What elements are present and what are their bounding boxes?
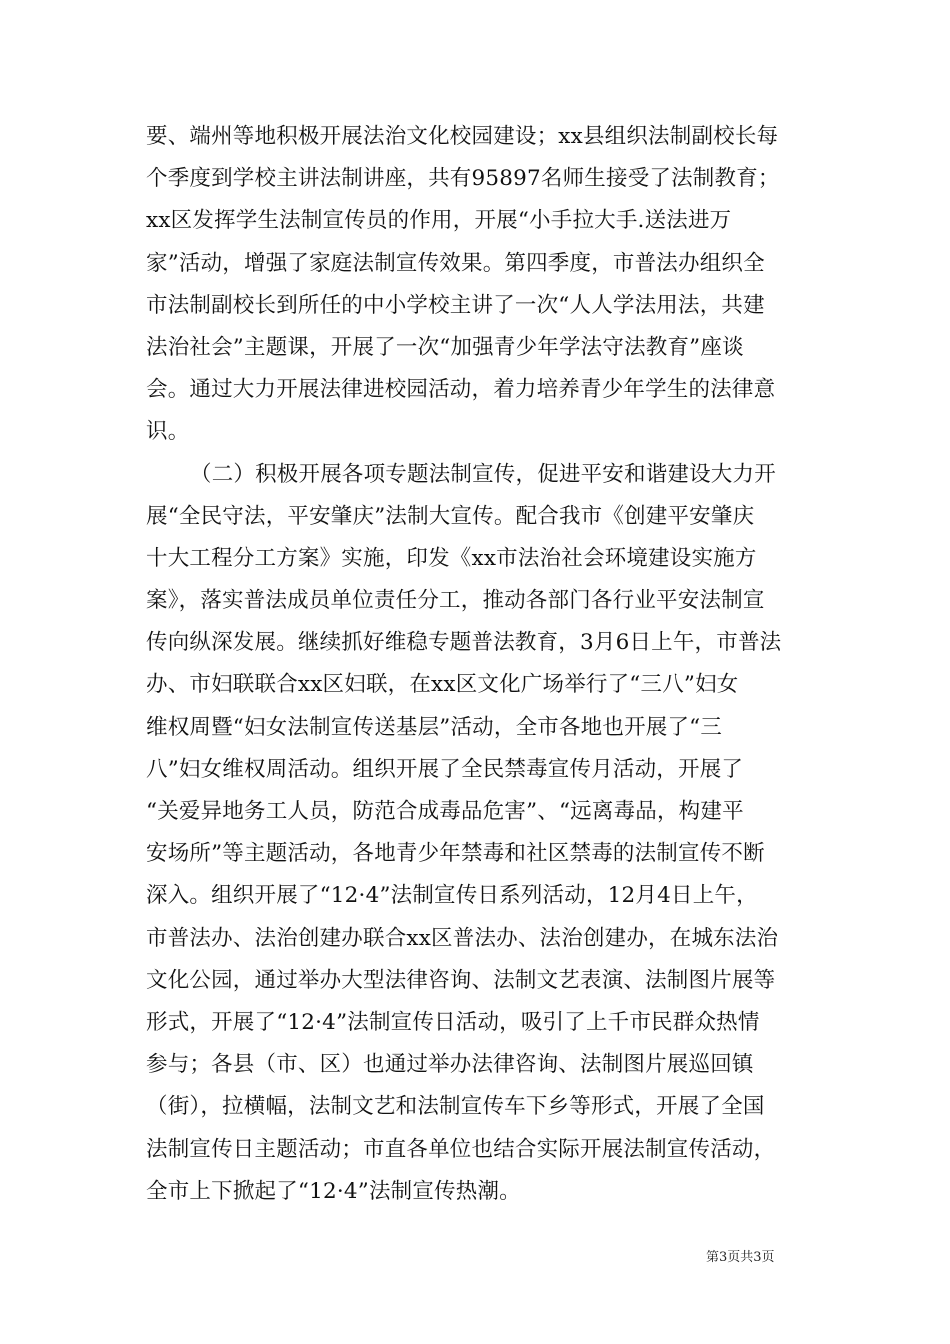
text-line: xx区发挥学生法制宣传员的作用，开展“小手拉大手.送法进万 xyxy=(146,208,732,234)
text-line: 要、端州等地积极开展法治文化校园建设；xx县组织法制副校长每 xyxy=(146,124,779,149)
text-line: 维权周暨“妇女法制宣传送基层”活动，全市各地也开展了“三 xyxy=(146,714,723,740)
text-line: 安场所”等主题活动，各地青少年禁毒和社区禁毒的法制宣传不断 xyxy=(146,841,765,867)
text-line: 个季度到学校主讲法制讲座，共有95897名师生接受了法制教育； xyxy=(146,166,780,192)
text-line: （街），拉横幅，法制文艺和法制宣传车下乡等形式，开展了全国 xyxy=(146,1094,765,1120)
text-line: 传向纵深发展。继续抓好维稳专题普法教育，3月6日上午，市普法 xyxy=(146,630,782,656)
text-line: 案》，落实普法成员单位责任分工，推动各部门各行业平安法制宣 xyxy=(146,588,765,614)
text-line: 市法制副校长到所任的中小学校主讲了一次“人人学法用法，共建 xyxy=(146,292,765,318)
text-line: 办、市妇联联合xx区妇联，在xx区文化广场举行了“三八”妇女 xyxy=(146,672,739,698)
document-body xyxy=(146,116,810,1213)
text-line: 法制宣传日主题活动；市直各单位也结合实际开展法制宣传活动， xyxy=(146,1136,776,1162)
text-line: 形式，开展了“12·4”法制宣传日活动，吸引了上千市民群众热情 xyxy=(146,1009,760,1035)
text-line: 参与；各县（市、区）也通过举办法律咨询、法制图片展巡回镇 xyxy=(146,1052,754,1078)
text-line: 展“全民守法，平安肇庆”法制大宣传。配合我市《创建平安肇庆 xyxy=(146,503,755,529)
text-line: 识。 xyxy=(146,419,190,445)
text-line: 文化公园，通过举办大型法律咨询、法制文艺表演、法制图片展等 xyxy=(146,967,776,993)
text-line: 法治社会”主题课，开展了一次“加强青少年学法守法教育”座谈 xyxy=(146,334,744,360)
page-number-footer: 第3页共3页 xyxy=(706,1250,775,1265)
section-heading-line: （二）积极开展各项专题法制宣传，促进平安和谐建设大力开 xyxy=(190,461,776,487)
text-line: 会。通过大力开展法律进校园活动，着力培养青少年学生的法律意 xyxy=(146,377,776,403)
text-line: 深入。组织开展了“12·4”法制宣传日系列活动，12月4日上午， xyxy=(146,883,758,909)
text-line: 八”妇女维权周活动。组织开展了全民禁毒宣传月活动，开展了 xyxy=(146,756,744,782)
text-line: 市普法办、法治创建办联合xx区普法办、法治创建办，在城东法治 xyxy=(146,925,779,951)
text-line: 家”活动，增强了家庭法制宣传效果。第四季度，市普法办组织全 xyxy=(146,250,765,276)
text-line: 十大工程分工方案》实施，印发《xx市法治社会环境建设实施方 xyxy=(146,545,757,571)
text-line: 全市上下掀起了“12·4”法制宣传热潮。 xyxy=(146,1178,521,1204)
text-line: “关爱异地务工人员，防范合成毒品危害”、“远离毒品，构建平 xyxy=(146,799,744,824)
